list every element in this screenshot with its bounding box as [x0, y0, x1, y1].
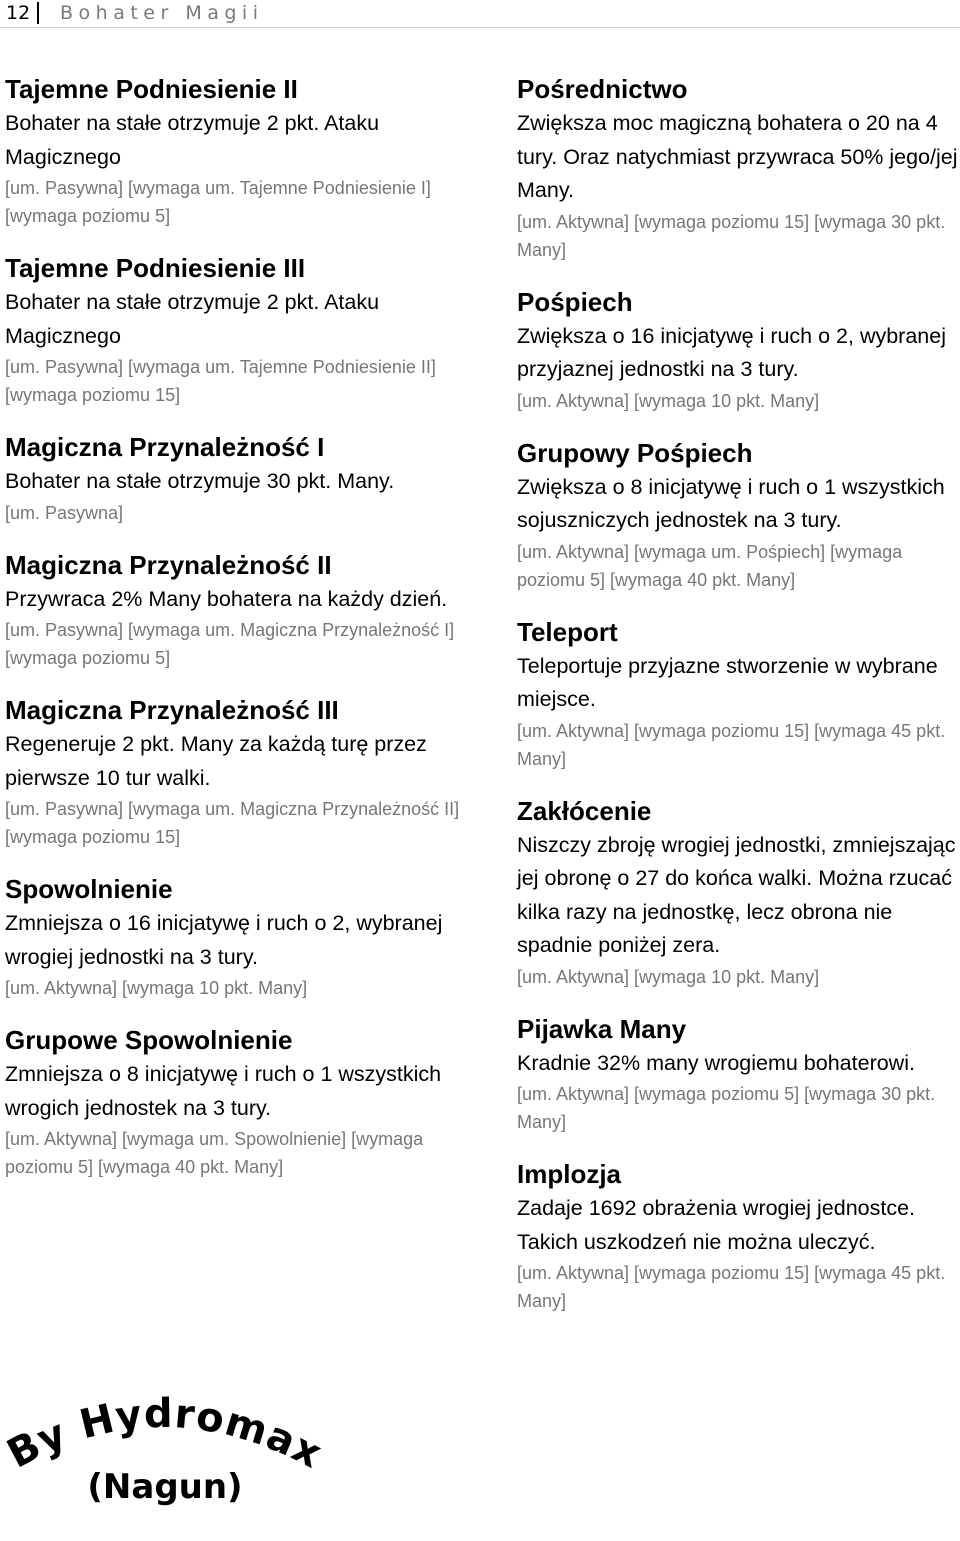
skill-name: Pośrednictwo [517, 74, 688, 104]
skill-name: Grupowe Spowolnienie [5, 1025, 293, 1055]
skill-entry [5, 1023, 475, 1181]
skill-name: Pośpiech [517, 286, 633, 317]
skill-description: Bohater na stałe otrzymuje 2 pkt. Ataku Magicznego [5, 290, 380, 348]
skill-name: Spowolnienie [5, 874, 173, 904]
skill-requirements: [um. Aktywna] [wymaga 10 pkt. Many] [5, 978, 308, 998]
skill-description: Kradnie 32% many wrogiemu bohaterowi. [517, 1050, 915, 1075]
skill-entry [5, 872, 475, 1002]
page-header [0, 0, 960, 28]
skill-description: Niszczy zbroję wrogiej jednostki, zmniejszając jej obronę o 27 do końca walki. Można rzucać kilka razy na jednostkę, lecz obrona nie spadnie poniżej zera. [517, 832, 956, 957]
skill-name: Tajemne Podniesienie II [5, 74, 298, 104]
left-column [5, 72, 475, 1202]
skill-requirements: [um. Pasywna] [wymaga um. Tajemne Podniesienie I] [wymaga poziomu 5] [5, 178, 431, 226]
skill-name: Pijawka Many [517, 1013, 687, 1044]
skill-name: Implozja [517, 1159, 622, 1189]
skill-entry [517, 1157, 959, 1315]
skill-description: Teleportuje przyjazne stworzenie w wybrane miejsce. [517, 653, 938, 711]
skill-name: Magiczna Przynależność II [5, 549, 332, 580]
skill-description: Przywraca 2% Many bohatera na każdy dzień. [5, 586, 448, 611]
skill-requirements: [um. Pasywna] [wymaga um. Magiczna Przynależność II] [wymaga poziomu 15] [5, 799, 460, 847]
skill-requirements: [um. Aktywna] [wymaga poziomu 15] [wymaga 45 pkt. Many] [517, 720, 946, 769]
skill-entry [517, 72, 959, 264]
skill-name: Tajemne Podniesienie III [5, 253, 306, 283]
signature-line1 [0, 1391, 329, 1478]
skill-requirements: [um. Aktywna] [wymaga 10 pkt. Many] [517, 390, 820, 411]
skill-description: Zmniejsza o 16 inicjatywę i ruch o 2, wybranej wrogiej jednostki na 3 tury. [5, 911, 443, 969]
skill-requirements: [um. Pasywna] [wymaga um. Magiczna Przynależność I] [wymaga poziomu 5] [5, 620, 455, 668]
header-rule [0, 27, 960, 28]
book-title: Bohater Magii [60, 2, 264, 24]
page-number: 12 [6, 2, 31, 24]
skill-description: Bohater na stałe otrzymuje 2 pkt. Ataku Magicznego [5, 111, 380, 169]
skill-requirements: [um. Aktywna] [wymaga poziomu 15] [wymaga 30 pkt. Many] [517, 211, 946, 260]
skill-requirements: [um. Pasywna] [5, 502, 124, 523]
skill-requirements: [um. Aktywna] [wymaga um. Pośpiech] [wymaga poziomu 5] [wymaga 40 pkt. Many] [517, 541, 903, 590]
skill-requirements: [um. Aktywna] [wymaga poziomu 5] [wymaga 30 pkt. Many] [517, 1084, 936, 1132]
skill-entry [517, 615, 959, 773]
skill-description: Regeneruje 2 pkt. Many za każdą turę przez pierwsze 10 tur walki. [5, 732, 427, 790]
skill-name: Grupowy Pośpiech [517, 437, 753, 468]
skill-description: Zwiększa o 8 inicjatywę i ruch o 1 wszystkich sojuszniczych jednostek na 3 tury. [517, 474, 945, 532]
skill-entry [5, 548, 475, 673]
skill-description: Zmniejsza o 8 inicjatywę i ruch o 1 wszystkich wrogich jednostek na 3 tury. [5, 1062, 442, 1120]
skill-entry [517, 794, 959, 991]
skill-entry [5, 693, 475, 851]
header-divider [37, 2, 39, 24]
skill-entry [517, 285, 959, 415]
right-column [517, 72, 959, 1336]
skill-entry [517, 1012, 959, 1137]
skill-name: Magiczna Przynależność I [5, 432, 325, 462]
skill-requirements: [um. Aktywna] [wymaga poziomu 15] [wymaga 45 pkt. Many] [517, 1263, 946, 1311]
signature-line2: (Nagun) [87, 1467, 243, 1507]
skill-requirements: [um. Aktywna] [wymaga um. Spowolnienie] [wymaga poziomu 5] [wymaga 40 pkt. Many] [5, 1129, 424, 1177]
skill-description: Zadaje 1692 obrażenia wrogiej jednostce. Takich uszkodzeń nie można uleczyć. [517, 1196, 916, 1254]
skill-requirements: [um. Aktywna] [wymaga 10 pkt. Many] [517, 966, 820, 987]
skill-entry [517, 436, 959, 594]
skill-name: Magiczna Przynależność III [5, 695, 339, 725]
skill-description: Bohater na stałe otrzymuje 30 pkt. Many. [5, 469, 395, 493]
skill-name: Zakłócenie [517, 795, 652, 826]
skill-description: Zwiększa o 16 inicjatywę i ruch o 2, wybranej przyjaznej jednostki na 3 tury. [517, 323, 946, 381]
skill-name: Teleport [517, 616, 618, 647]
skill-requirements: [um. Pasywna] [wymaga um. Tajemne Podniesienie II] [wymaga poziomu 15] [5, 357, 436, 405]
skill-description: Zwiększa moc magiczną bohatera o 20 na 4 tury. Oraz natychmiast przywraca 50% jego/jej Many. [517, 111, 958, 202]
skill-entry [5, 251, 475, 409]
signature-line1-path: By Hydromax [0, 1390, 330, 1478]
skill-entry [5, 72, 475, 230]
skill-entry [5, 430, 475, 527]
signature-wordart [0, 1390, 340, 1530]
